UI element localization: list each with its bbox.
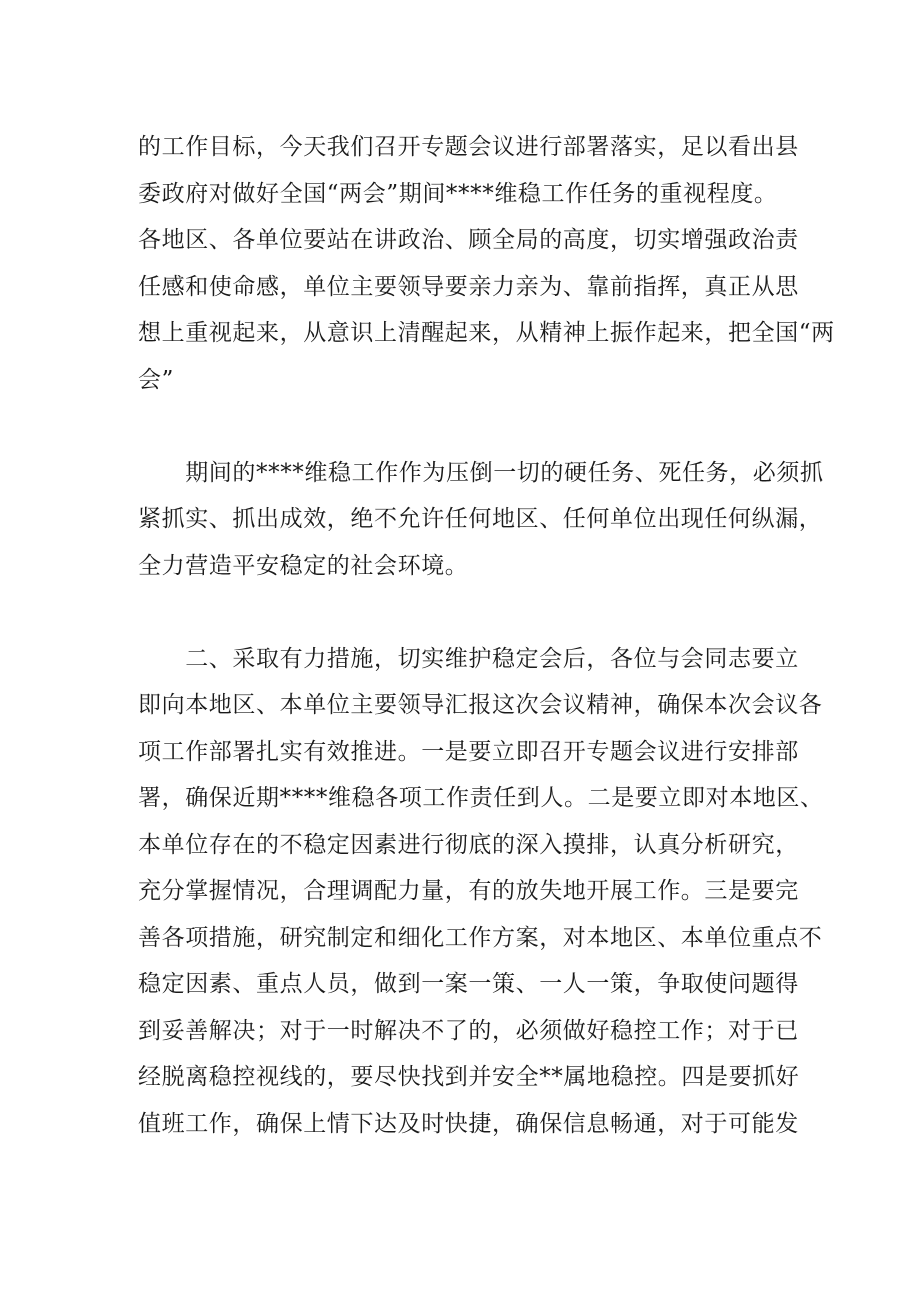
text-line: 到妥善解决；对于一时解决不了的，必须做好稳控工作；对于已	[138, 1017, 799, 1044]
text-line: 任感和使命感，单位主要领导要亲力亲为、靠前指挥，真正从思	[138, 273, 799, 300]
text-line: 本单位存在的不稳定因素进行彻底的深入摸排，认真分析研究，	[138, 831, 799, 858]
paragraph-3	[138, 636, 824, 1148]
text-line: 即向本地区、本单位主要领导汇报这次会议精神，确保本次会议各	[138, 692, 823, 718]
text-line: 想上重视起来，从意识上清醒起来，从精神上振作起来，把全国“两	[138, 320, 835, 346]
text-line: 经脱离稳控视线的，要尽快找到并安全**属地稳控。四是要抓好	[138, 1064, 800, 1090]
text-line: 值班工作，确保上情下达及时快捷，确保信息畅通，对于可能发	[138, 1110, 799, 1137]
text-line: 项工作部署扎实有效推进。一是要立即召开专题会议进行安排部	[138, 738, 799, 765]
text-line: 稳定因素、重点人员，做到一案一策、一人一策，争取使问题得	[138, 971, 799, 997]
text-line: 充分掌握情况，合理调配力量，有的放失地开展工作。三是要完	[138, 878, 799, 904]
text-line: 紧抓实、抓出成效，绝不允许任何地区、任何单位出现任何纵漏，	[138, 506, 823, 532]
text-line: 委政府对做好全国“两会”期间****维稳工作任务的重视程度。	[138, 180, 778, 207]
text-line: 会”	[138, 366, 174, 393]
paragraph-spacer	[138, 403, 798, 450]
paragraph-2	[138, 450, 824, 590]
text-line: 各地区、各单位要站在讲政治、顾全局的高度，切实增强政治责	[138, 227, 799, 253]
text-line: 善各项措施，研究制定和细化工作方案，对本地区、本单位重点不	[138, 924, 823, 951]
text-line: 期间的****维稳工作作为压倒一切的硬任务、死任务，必须抓	[138, 459, 824, 486]
paragraph-spacer	[138, 589, 798, 636]
document-body	[138, 124, 835, 1147]
text-line: 署，确保近期****维稳各项工作责任到人。二是要立即对本地区、	[138, 785, 824, 811]
text-line: 二、采取有力措施，切实维护稳定会后，各位与会同志要立	[138, 645, 799, 672]
text-line: 全力营造平安稳定的社会环境。	[138, 552, 469, 579]
text-line: 的工作目标，今天我们召开专题会议进行部署落实，足以看出县	[138, 134, 799, 160]
paragraph-1	[138, 124, 835, 403]
